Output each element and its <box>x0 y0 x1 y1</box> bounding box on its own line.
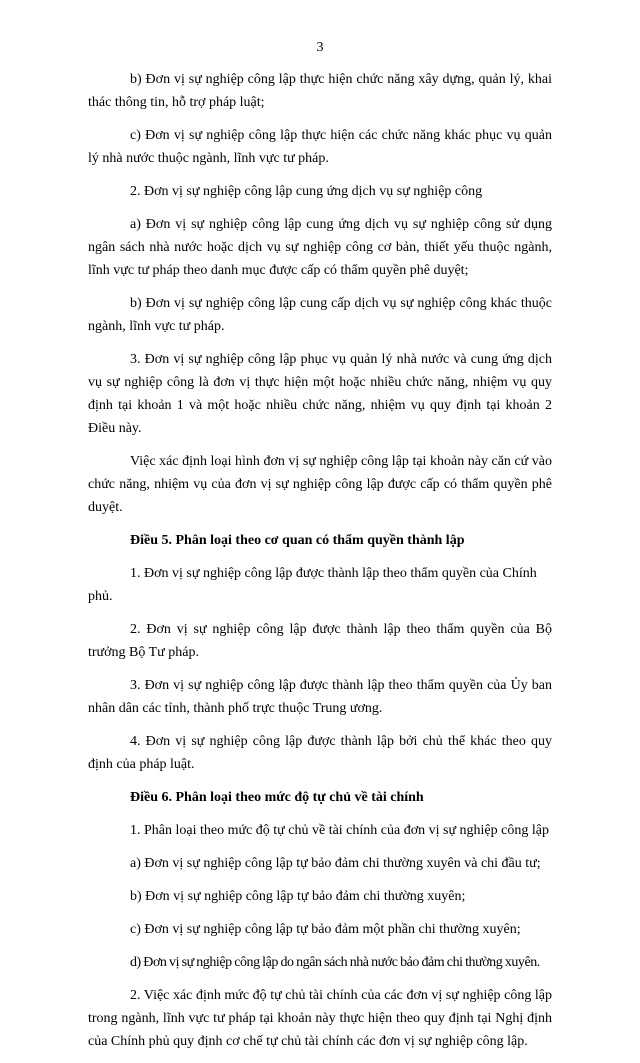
paragraph-5-3: 3. Đơn vị sự nghiệp công lập được thành lập theo thẩm quyền của Ủy ban nhân dân các tỉnh, thành phố trực thuộc Trung ương. <box>88 678 552 716</box>
paragraph-6-1-c: c) Đơn vị sự nghiệp công lập tự bảo đảm một phần chi thường xuyên; <box>130 922 521 937</box>
paragraph-4-note: Việc xác định loại hình đơn vị sự nghiệp công lập tại khoản này căn cứ vào chức năng, nhiệm vụ của đơn vị sự nghiệp công lập được cấp có thẩm quyền phê duyệt. <box>88 454 552 515</box>
paragraph-6-1-d: d) Đơn vị sự nghiệp công lập do ngân sách nhà nước bảo đảm chi thường xuyên. <box>130 955 540 970</box>
page-number: 3 <box>316 40 324 55</box>
paragraph-6-2: 2. Việc xác định mức độ tự chủ tài chính của các đơn vị sự nghiệp công lập trong ngành, lĩnh vực tư pháp tại khoản này thực hiện theo quy định tại Nghị định của Chính phủ quy định cơ chế tự chủ tài chính các đơn vị sự nghiệp công lập. <box>88 988 552 1049</box>
paragraph-4-2-a: a) Đơn vị sự nghiệp công lập cung ứng dịch vụ sự nghiệp công sử dụng ngân sách nhà nước hoặc dịch vụ sự nghiệp công cơ bản, thiết yếu thuộc ngành, lĩnh vực tư pháp theo danh mục được cấp có thẩm quyền phê duyệt; <box>88 217 552 278</box>
article-6-heading: Điều 6. Phân loại theo mức độ tự chủ về tài chính <box>130 790 424 805</box>
paragraph-5-1: 1. Đơn vị sự nghiệp công lập được thành lập theo thẩm quyền của Chính phủ. <box>88 566 537 604</box>
paragraph-4-3: 3. Đơn vị sự nghiệp công lập phục vụ quản lý nhà nước và cung ứng dịch vụ sự nghiệp công là đơn vị thực hiện một hoặc nhiều chức năng, nhiệm vụ quy định tại khoản 1 và một hoặc nhiều chức năng, nhiệm vụ quy định tại khoản 2 Điều này. <box>88 352 552 436</box>
article-5-heading: Điều 5. Phân loại theo cơ quan có thẩm quyền thành lập <box>130 533 465 548</box>
paragraph-4-2-b: b) Đơn vị sự nghiệp công lập cung cấp dịch vụ sự nghiệp công khác thuộc ngành, lĩnh vực tư pháp. <box>88 296 552 334</box>
paragraph-4-1-c: c) Đơn vị sự nghiệp công lập thực hiện các chức năng khác phục vụ quản lý nhà nước thuộc ngành, lĩnh vực tư pháp. <box>88 128 552 166</box>
paragraph-4-1-b: b) Đơn vị sự nghiệp công lập thực hiện chức năng xây dựng, quản lý, khai thác thông tin, hỗ trợ pháp luật; <box>88 72 552 110</box>
paragraph-4-2: 2. Đơn vị sự nghiệp công lập cung ứng dịch vụ sự nghiệp công <box>130 184 483 199</box>
paragraph-6-1-a: a) Đơn vị sự nghiệp công lập tự bảo đảm chi thường xuyên và chi đầu tư; <box>130 856 541 871</box>
paragraph-5-2: 2. Đơn vị sự nghiệp công lập được thành lập theo thẩm quyền của Bộ trưởng Bộ Tư pháp. <box>88 622 552 660</box>
paragraph-6-1: 1. Phân loại theo mức độ tự chủ về tài chính của đơn vị sự nghiệp công lập <box>130 823 549 838</box>
paragraph-5-4: 4. Đơn vị sự nghiệp công lập được thành lập bởi chủ thể khác theo quy định của pháp luật. <box>88 734 552 772</box>
document-body <box>88 68 552 1063</box>
paragraph-6-1-b: b) Đơn vị sự nghiệp công lập tự bảo đảm chi thường xuyên; <box>130 889 466 904</box>
